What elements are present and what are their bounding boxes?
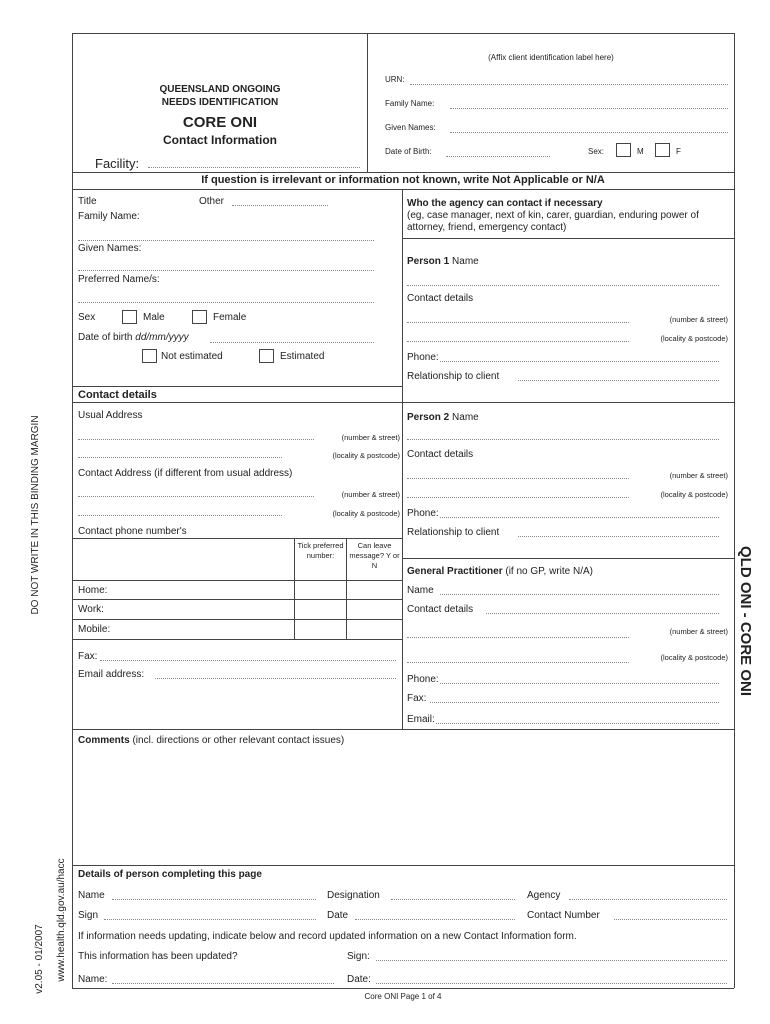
phone-row-rule-2 <box>72 599 403 600</box>
urn-field[interactable] <box>410 84 728 85</box>
email-field[interactable] <box>155 678 396 679</box>
person1-name-wrap <box>407 256 479 268</box>
completion-name-label: Name <box>78 890 105 901</box>
contact-locality-postcode: (locality & postcode) <box>332 509 400 518</box>
gp-email-field[interactable] <box>436 723 719 724</box>
contact-details-heading: Contact details <box>78 389 157 401</box>
phone-row-rule-1 <box>72 580 403 581</box>
gp-name-field[interactable] <box>440 594 719 595</box>
person1-locality-postcode: (locality & postcode) <box>660 334 728 343</box>
date2-field[interactable] <box>376 983 727 984</box>
usual-locality-postcode: (locality & postcode) <box>332 451 400 460</box>
phone-row-work-label: Work: <box>78 604 104 615</box>
phone-table-top <box>72 538 403 539</box>
not-estimated-checkbox[interactable] <box>142 349 157 363</box>
org-line2: NEEDS IDENTIFICATION <box>161 97 279 108</box>
person2-name-wrap <box>407 412 479 424</box>
fax-field[interactable] <box>100 660 396 661</box>
person2-locality-postcode: (locality & postcode) <box>660 490 728 499</box>
gp-contact-details-field[interactable] <box>486 613 719 614</box>
estimated-checkbox[interactable] <box>259 349 274 363</box>
header-sex-m-label: M <box>637 147 644 156</box>
contact-details-top-rule <box>72 386 403 387</box>
agency-heading-rule <box>402 238 734 239</box>
family-name-label: Family Name: <box>78 211 140 222</box>
comments-heading-wrap <box>78 735 344 747</box>
gp-email-label: Email: <box>407 714 435 725</box>
person1-relationship-label: Relationship to client <box>407 371 500 382</box>
header-family-name-label: Family Name: <box>385 99 435 108</box>
family-name-field[interactable] <box>78 240 374 241</box>
contact-number-label: Contact Number <box>527 910 600 921</box>
comments-area[interactable] <box>76 750 730 862</box>
sign2-label: Sign: <box>347 951 370 962</box>
header-sex-label: Sex: <box>588 147 605 156</box>
fax-label: Fax: <box>78 651 98 662</box>
gp-heading: General Practitioner <box>407 566 503 577</box>
urn-label: URN: <box>385 75 405 84</box>
person2-bottom-rule <box>402 558 734 559</box>
person1-name-field[interactable] <box>407 285 719 286</box>
header-given-names-label: Given Names: <box>385 123 436 132</box>
gp-locality-postcode: (locality & postcode) <box>660 653 728 662</box>
gp-name-label: Name <box>407 585 434 596</box>
agency-label: Agency <box>527 890 561 901</box>
frame-bottom <box>72 988 734 989</box>
phone-table-bottom <box>72 639 403 640</box>
contact-details-heading-rule <box>72 402 403 403</box>
instruction-top-rule <box>72 172 734 173</box>
header-dob-label: Date of Birth: <box>385 147 432 156</box>
gp-phone-label: Phone: <box>407 674 439 685</box>
dob-label: Date of birth <box>78 332 133 343</box>
update-note: If information needs updating, indicate below and record updated information on a new Contact Information form. <box>78 931 577 942</box>
completion-name-field[interactable] <box>112 899 316 900</box>
form-title: CORE ONI <box>182 114 258 131</box>
person2-name-label: Name <box>452 412 479 423</box>
form-subtitle: Contact Information <box>163 133 277 147</box>
person1-phone-field[interactable] <box>440 361 719 362</box>
page-footer: Core ONI Page 1 of 4 <box>364 992 442 1001</box>
given-names-field[interactable] <box>78 270 374 271</box>
other-label: Other <box>199 196 225 207</box>
completion-heading: Details of person completing this page <box>78 869 262 880</box>
person1-relationship-field[interactable] <box>518 380 719 381</box>
dob-field[interactable] <box>210 342 374 343</box>
comments-top-rule <box>72 729 734 730</box>
org-line1: QUEENSLAND ONGOING <box>159 84 281 95</box>
header-family-name-field[interactable] <box>450 108 728 109</box>
person2-name-field[interactable] <box>407 439 719 440</box>
col-tick-header: Tick preferred number: <box>297 541 344 560</box>
person2-relationship-label: Relationship to client <box>407 527 500 538</box>
gp-fax-label: Fax: <box>407 693 427 704</box>
person1-bottom-rule <box>402 402 734 403</box>
agency-field[interactable] <box>569 899 727 900</box>
title-label: Title <box>78 196 97 207</box>
designation-label: Designation <box>327 890 380 901</box>
person2-relationship-field[interactable] <box>518 536 719 537</box>
name2-field[interactable] <box>112 983 334 984</box>
header-sex-m-checkbox[interactable] <box>616 143 631 157</box>
header-given-names-field[interactable] <box>450 132 728 133</box>
header-sex-f-label: F <box>676 147 681 156</box>
person1-name-label: Name <box>452 256 479 267</box>
date2-label: Date: <box>347 974 371 985</box>
name2-label: Name: <box>78 974 108 985</box>
agency-subheading: (eg, case manager, next of kin, carer, guardian, enduring power of attorney, friend, emergency contact) <box>407 210 699 233</box>
phone-numbers-label: Contact phone number's <box>78 526 187 537</box>
dob-format: dd/mm/yyyy <box>135 332 189 343</box>
male-label: Male <box>143 312 165 323</box>
updated-label: This information has been updated? <box>78 951 238 962</box>
gp-note: (if no GP, write N/A) <box>505 566 593 577</box>
gp-heading-wrap <box>407 566 593 578</box>
completion-top-rule <box>72 865 734 866</box>
header-sex-f-checkbox[interactable] <box>655 143 670 157</box>
person1-number-street: (number & street) <box>669 315 728 324</box>
person2-phone-field[interactable] <box>440 517 719 518</box>
usual-address-label: Usual Address <box>78 410 143 421</box>
completion-sign-label: Sign <box>78 910 99 921</box>
person1-label: Person 1 <box>407 256 450 267</box>
completion-date-label: Date <box>327 910 349 921</box>
sex-label: Sex <box>78 312 96 323</box>
website-text: www.health.qld.gov.au/hacc <box>56 858 67 982</box>
person2-number-street: (number & street) <box>669 471 728 480</box>
phone-row-home-label: Home: <box>78 585 108 596</box>
facility-field[interactable] <box>148 167 360 168</box>
contact-number-street: (number & street) <box>341 490 400 499</box>
person2-contact-details-label: Contact details <box>407 449 474 460</box>
comments-heading: Comments <box>78 735 130 746</box>
body-divider <box>402 189 403 729</box>
person1-phone-label: Phone: <box>407 352 439 363</box>
dob-label-wrap <box>78 332 189 344</box>
sign2-field[interactable] <box>376 960 727 961</box>
phone-row-rule-3 <box>72 619 403 620</box>
designation-field[interactable] <box>391 899 515 900</box>
completion-sign-field[interactable] <box>104 919 316 920</box>
facility-label: Facility: <box>95 156 140 171</box>
given-names-label: Given Names: <box>78 243 142 254</box>
col-message-header: Can leave message? Y or N <box>349 541 400 570</box>
person2-label: Person 2 <box>407 412 450 423</box>
female-checkbox[interactable] <box>192 310 207 324</box>
binding-margin-note: DO NOT WRITE IN THIS BINDING MARGIN <box>30 415 41 615</box>
frame-top <box>72 33 734 34</box>
other-field[interactable] <box>232 205 328 206</box>
completion-date-field[interactable] <box>355 919 515 920</box>
version-text: v2.05 - 01/2007 <box>34 924 45 994</box>
email-label: Email address: <box>78 669 145 680</box>
estimated-label: Estimated <box>280 351 325 362</box>
person2-phone-label: Phone: <box>407 508 439 519</box>
agency-heading: Who the agency can contact if necessary <box>407 198 603 209</box>
gp-contact-details-label: Contact details <box>407 604 474 615</box>
preferred-names-label: Preferred Name/s: <box>78 274 160 285</box>
preferred-names-field[interactable] <box>78 302 374 303</box>
not-estimated-label: Not estimated <box>161 351 223 362</box>
frame-right <box>734 33 735 988</box>
female-label: Female <box>213 312 247 323</box>
usual-number-street: (number & street) <box>341 433 400 442</box>
gp-fax-field[interactable] <box>430 702 719 703</box>
person1-contact-details-label: Contact details <box>407 293 474 304</box>
comments-note: (incl. directions or other relevant contact issues) <box>132 735 345 746</box>
gp-phone-field[interactable] <box>440 683 719 684</box>
header-dob-field[interactable] <box>446 156 550 157</box>
contact-address-label: Contact Address (if different from usual address) <box>78 468 293 479</box>
phone-row-mobile-label: Mobile: <box>78 624 111 635</box>
instruction-bottom-rule <box>72 189 734 190</box>
instruction-text: If question is irrelevant or information not known, write Not Applicable or N/A <box>201 174 605 186</box>
side-title: QLD ONI - CORE ONI <box>737 546 754 696</box>
gp-number-street: (number & street) <box>669 627 728 636</box>
male-checkbox[interactable] <box>122 310 137 324</box>
affix-label-text: (Affix client identification label here) <box>488 53 614 62</box>
contact-number-field[interactable] <box>614 919 727 920</box>
